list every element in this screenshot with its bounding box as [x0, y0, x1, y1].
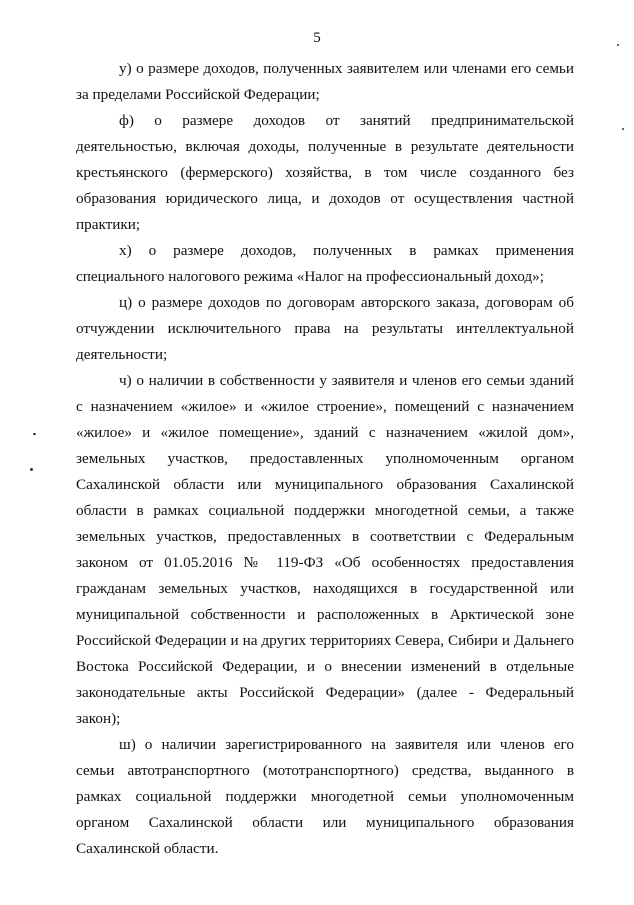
scan-speck: [30, 468, 33, 471]
scan-speck: [33, 433, 36, 435]
document-body: [76, 56, 574, 862]
paragraph-f: ф) о размере доходов от занятий предпринимательской деятельностью, включая доходы, полученные в результате деятельности крестьянского (фермерского) хозяйства, в том числе созданного без образования юридического лица, и доходов от осуществления частной практики;: [76, 112, 574, 233]
paragraph-u: у) о размере доходов, полученных заявителем или членами его семьи за пределами Российской Федерации;: [76, 60, 574, 103]
paragraph-sh: ш) о наличии зарегистрированного на заявителя или членов его семьи автотранспортного (мототранспортного) средства, выданного в рамках социальной поддержки многодетной семьи уполномоченным органом Сахалинской области или муниципального образования Сахалинской области.: [76, 736, 574, 857]
paragraph-ch: ч) о наличии в собственности у заявителя и членов его семьи зданий с назначением «жилое» и «жилое строение», помещений с назначением «жилое» и «жилое помещение», зданий с назначением «жилой дом», земельных участков, предоставленных уполномоченным органом Сахалинской области или муниципального образования Сахалинской области в рамках социальной поддержки многодетной семьи, а также земельных участков, предоставленных в соответствии с Федеральным законом от 01.05.2016 № 119-ФЗ «Об особенностях предоставления гражданам земельных участков, находящихся в государственной или муниципальной собственности и расположенных в Арктической зоне Российской Федерации и на других территориях Севера, Сибири и Дальнего Востока Российской Федерации, и о внесении изменений в отдельные законодательные акты Российской Федерации» (далее - Федеральный закон);: [76, 372, 574, 727]
scan-speck: [622, 128, 624, 130]
scan-speck: [617, 44, 619, 46]
paragraph-kh: х) о размере доходов, полученных в рамках применения специального налогового режима «Налог на профессиональный доход»;: [76, 242, 574, 285]
page-number: 5: [313, 30, 321, 46]
paragraph-ts: ц) о размере доходов по договорам авторского заказа, договорам об отчуждении исключительного права на результаты интеллектуальной деятельности;: [76, 294, 574, 363]
